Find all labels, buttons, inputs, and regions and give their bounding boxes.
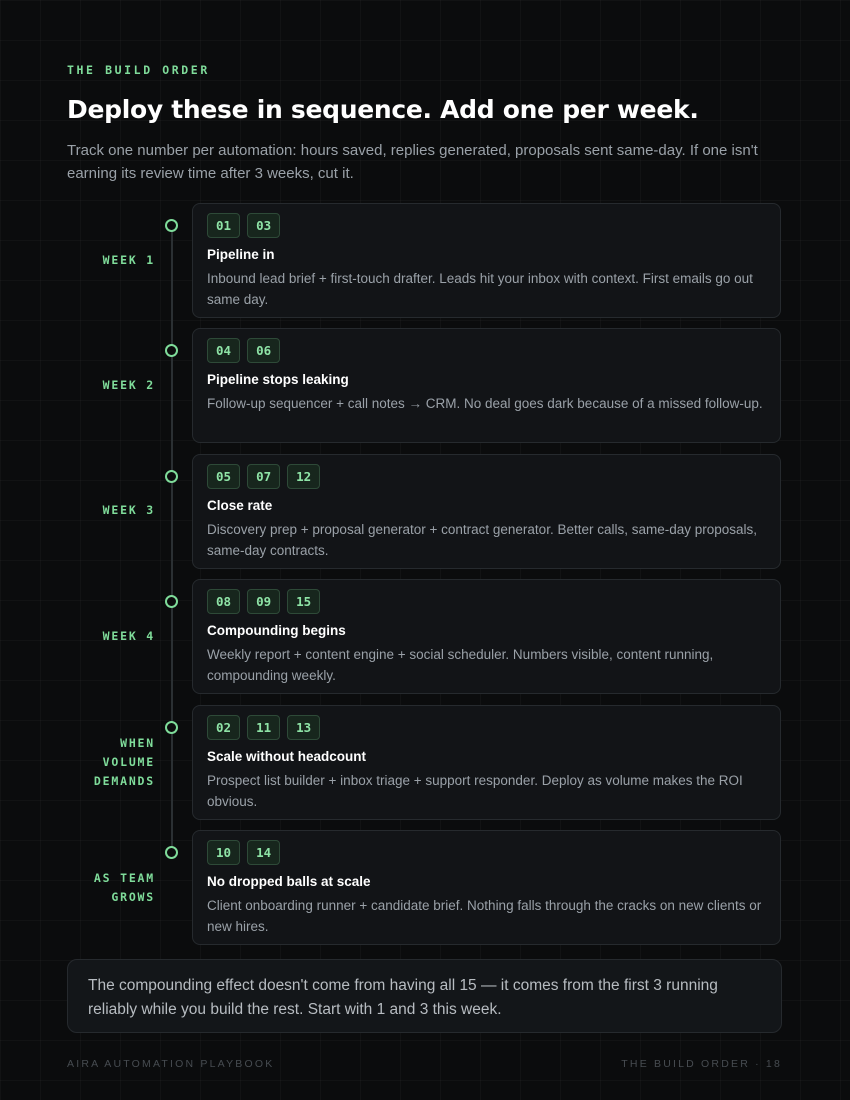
step-week-label (103, 501, 155, 520)
timeline-step (0, 579, 850, 696)
automation-number-tags (207, 715, 320, 740)
timeline-step (0, 830, 850, 947)
step-week-label-line: VOLUME (102, 755, 155, 770)
step-week-label-line: AS TEAM (93, 871, 155, 885)
automation-number-tags (207, 338, 280, 363)
automation-number-tags (207, 840, 280, 865)
step-week-label (103, 376, 155, 395)
step-description: Weekly report + content engine + social scheduler. Numbers visible, content running, compounding weekly. (207, 647, 714, 684)
step-description: Prospect list builder + inbox triage + support responder. Deploy as volume makes the ROI obvious. (207, 772, 743, 809)
timeline-dot-icon (165, 595, 178, 608)
step-description: Follow-up sequencer + call notes → CRM. No deal goes dark because of a missed follow-up. (207, 396, 763, 412)
step-week-label-line: GROWS (111, 890, 155, 904)
automation-number-badge: 08 (207, 589, 240, 614)
step-week-label (103, 251, 155, 270)
step-card (192, 203, 781, 318)
step-week-label (94, 869, 155, 907)
automation-number-badge: 10 (207, 840, 240, 865)
footer-title: AIRA AUTOMATION PLAYBOOK (67, 1058, 275, 1070)
automation-number-badge: 14 (247, 840, 280, 865)
automation-number-badge: 04 (207, 338, 240, 363)
step-week-label (103, 627, 155, 646)
callout-text: The compounding effect doesn't come from having all 15 — it comes from the first 3 running reliably while you build the rest. Start with 1 and 3 this week. (88, 977, 718, 1018)
step-card (192, 830, 781, 945)
automation-number-badge: 11 (247, 715, 280, 740)
step-title: Scale without headcount (207, 748, 367, 764)
automation-number-badge: 02 (207, 715, 240, 740)
timeline-dot-icon (165, 219, 178, 232)
timeline-dot-icon (165, 846, 178, 859)
automation-number-badge: 01 (207, 213, 240, 238)
step-title: Pipeline in (207, 247, 275, 262)
automation-number-badge: 13 (287, 715, 320, 740)
step-title: Pipeline stops leaking (207, 372, 349, 388)
step-week-label-line: DEMANDS (93, 774, 155, 789)
step-week-label-line: WEEK 1 (102, 252, 155, 267)
step-description: Discovery prep + proposal generator + contract generator. Better calls, same-day proposals, same-day contracts. (207, 521, 758, 558)
automation-number-tags (207, 213, 280, 238)
step-card (192, 705, 781, 820)
automation-number-badge: 07 (247, 464, 280, 489)
timeline-step (0, 705, 850, 822)
step-week-label-line: WEEK 2 (102, 377, 155, 392)
step-week-label (94, 734, 155, 791)
automation-number-badge: 06 (247, 338, 280, 363)
step-description: Client onboarding runner + candidate brief. Nothing falls through the cracks on new clients or new hires. (207, 898, 762, 934)
timeline-step (0, 203, 850, 320)
automation-number-badge: 03 (247, 213, 280, 238)
intro-paragraph: Track one number per automation: hours saved, replies generated, proposals sent same-day. If one isn't earning its review time after 3 weeks, cut it. (67, 142, 758, 182)
automation-number-badge: 12 (287, 464, 320, 489)
footer-section-page: THE BUILD ORDER · 18 (621, 1058, 782, 1070)
callout-box (67, 959, 782, 1033)
automation-number-tags (207, 464, 320, 489)
automation-number-tags (207, 589, 320, 614)
step-card (192, 454, 781, 569)
step-title: Compounding begins (207, 623, 346, 639)
automation-number-badge: 05 (207, 464, 240, 489)
step-title: No dropped balls at scale (207, 874, 371, 889)
step-week-label-line: WEEK 4 (102, 628, 155, 643)
step-description: Inbound lead brief + first-touch drafter. Leads hit your inbox with context. First emails go out same day. (207, 271, 753, 307)
step-title: Close rate (207, 497, 273, 513)
timeline-dot-icon (165, 721, 178, 734)
eyebrow-label: THE BUILD ORDER (67, 63, 210, 77)
step-card (192, 328, 781, 443)
timeline-step (0, 328, 850, 445)
step-week-label-line: WEEK 3 (102, 503, 155, 518)
automation-number-badge: 09 (247, 589, 280, 614)
step-card (192, 579, 781, 694)
timeline-dot-icon (165, 344, 178, 357)
automation-number-badge: 15 (287, 589, 320, 614)
timeline-dot-icon (165, 470, 178, 483)
page-title: Deploy these in sequence. Add one per week. (67, 95, 699, 124)
timeline-step (0, 454, 850, 571)
step-week-label-line: WHEN (120, 736, 155, 751)
